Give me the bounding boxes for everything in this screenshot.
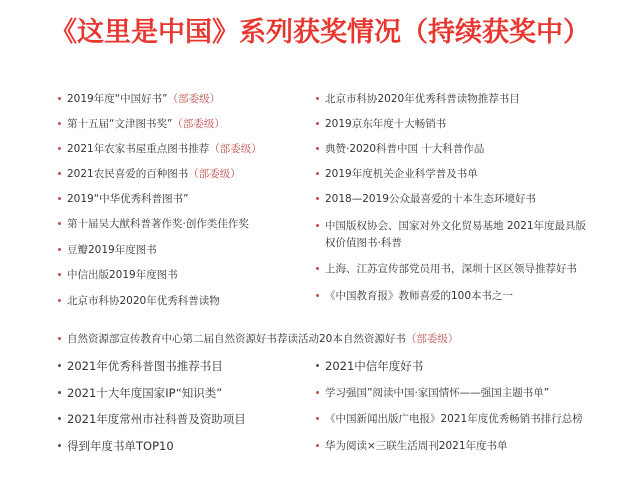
list-item [316,359,423,373]
list-item [58,386,222,400]
list-item [316,219,586,233]
item-text: 第十五届“文津图书奖” [67,118,173,130]
list-item [58,294,220,308]
list-item [316,412,583,426]
bullet-icon [58,391,61,394]
list-item [58,243,157,257]
bullet-icon [58,147,61,150]
list-item [316,439,508,453]
item-text: 上海、江苏宣传部党员用书，深圳十区区领导推荐好书 [325,263,577,275]
list-item [58,217,249,231]
bullet-icon [58,444,61,447]
bullet-icon [58,337,61,340]
item-text: 典赞·2020科普中国 十大科普作品 [325,143,485,155]
list-item [58,167,241,181]
item-tag: （部委级） [209,143,262,155]
list-item [58,268,178,282]
bullet-icon [316,417,319,420]
bullet-icon [316,197,319,200]
item-tag: （部委级） [405,333,459,345]
list-item [316,192,536,206]
item-text: 第十届吴大猷科普著作奖·创作类佳作奖 [67,218,249,230]
list-item [316,167,478,181]
bullet-icon [58,172,61,175]
item-text: 北京市科协2020年优秀科普读物 [67,295,220,307]
item-text: 《中国教育报》教师喜爱的100本书之一 [325,290,514,302]
item-text: 自然资源部宣传教育中心第二届自然资源好书荐读活动20本自然资源好书 [67,333,406,345]
list-item [58,412,246,426]
list-item [316,92,520,106]
bullet-icon [58,197,61,200]
list-item-wide [58,332,458,346]
item-text: 2019年度机关企业科学普及书单 [325,168,478,180]
bullet-icon [58,222,61,225]
bullet-icon [316,172,319,175]
bullet-icon [316,97,319,100]
item-text: 2021农民喜爱的百种图书 [67,168,189,180]
list-item [58,192,189,206]
page-title: 《这里是中国》系列获奖情况（持续获奖中） [50,17,590,48]
list-item [316,117,446,131]
bullet-icon [58,299,61,302]
item-text: 2021十大年度国家IP“知识类” [67,386,223,400]
list-item [58,117,225,131]
item-text: 2021年度常州市社科普及资助项目 [67,412,246,426]
list-item [58,439,174,453]
list-item [58,359,223,373]
list-item [316,289,513,303]
bullet-icon [316,147,319,150]
list-item [316,262,577,276]
item-tag: （部委级） [188,168,241,180]
bullet-icon [58,97,61,100]
item-tag: （部委级） [172,118,225,130]
bullet-icon [316,224,319,227]
bullet-icon [316,391,319,394]
item-tag: （部委级） [167,93,221,105]
bullet-icon [316,122,319,125]
item-text: 2021年农家书屋重点图书推荐 [67,143,210,155]
item-text: 豆瓣2019年度图书 [67,244,157,256]
item-text: 2019京东年度十大畅销书 [325,118,447,130]
item-text: 得到年度书单TOP10 [67,439,174,453]
item-text: 中国版权协会、国家对外文化贸易基地 2021年度最具版 [325,220,587,232]
item-text: 2018—2019公众最喜爱的十本生态环境好书 [325,193,536,205]
item-text: 权价值图书·科普 [325,237,402,249]
list-item [58,142,262,156]
bullet-icon [316,364,319,367]
bullet-icon [316,267,319,270]
item-text: 华为阅读×三联生活周刊2021年度书单 [325,440,508,452]
list-item [316,142,484,156]
list-item-continuation [325,236,402,250]
item-text: 中信出版2019年度图书 [67,269,178,281]
bullet-icon [58,364,61,367]
item-text: 2021中信年度好书 [325,359,424,373]
list-item [316,386,549,400]
item-text: 2021年优秀科普图书推荐书目 [67,359,223,373]
bullet-icon [316,294,319,297]
bullet-icon [58,417,61,420]
item-text: 2019“中华优秀科普图书” [67,193,189,205]
item-text: 北京市科协2020年优秀科普读物推荐书目 [325,93,520,105]
item-text: 学习强国”阅读中国·家国情怀——强国主题书单” [325,387,550,399]
bullet-icon [58,248,61,251]
item-text: 《中国新闻出版广电报》2021年度优秀畅销书排行总榜 [325,413,583,425]
item-text: 2019年度“中国好书” [67,93,168,105]
bullet-icon [58,273,61,276]
list-item [58,92,220,106]
bullet-icon [58,122,61,125]
bullet-icon [316,444,319,447]
